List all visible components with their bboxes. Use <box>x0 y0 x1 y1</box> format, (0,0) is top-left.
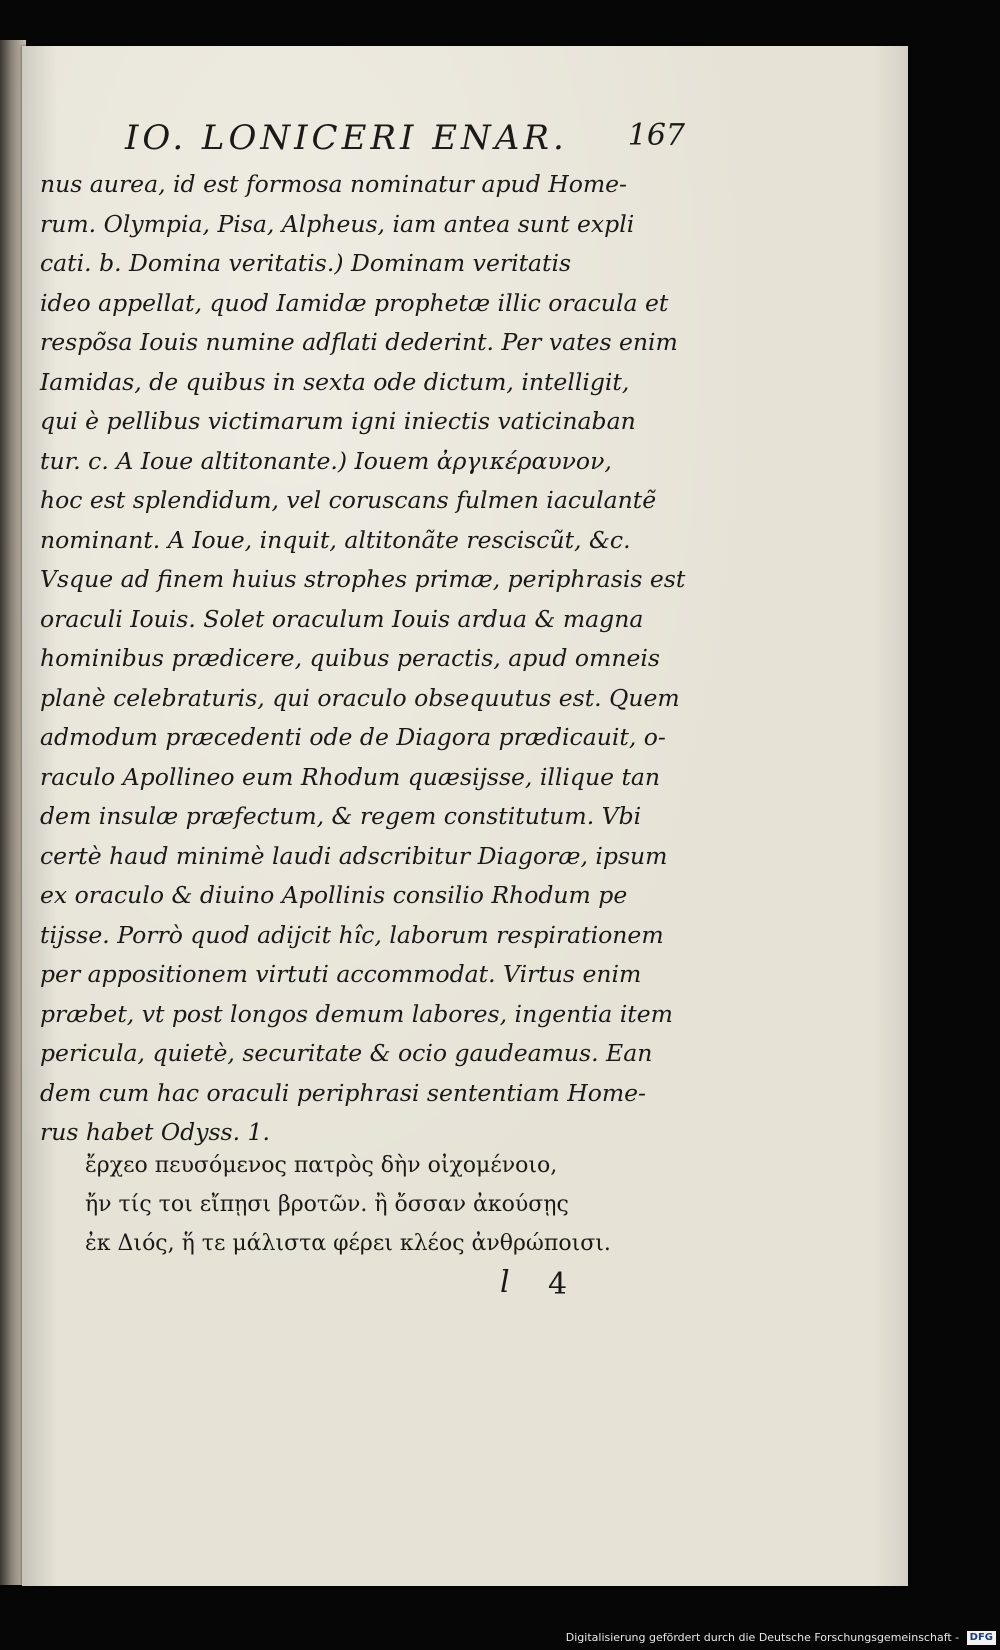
text-line: rum. Olympia, Pisa, Alpheus, iam antea sunt expli <box>40 209 635 238</box>
text-line: Vsque ad finem huius strophes primæ, periphrasis est <box>40 565 686 593</box>
running-head-title: IO. LONICERI ENAR. <box>125 118 568 158</box>
text-line: respõsa Iouis numine adflati dederint. Per vates enim <box>40 328 678 356</box>
text-line: hoc est splendidum, vel coruscans fulmen iaculantẽ <box>40 486 657 514</box>
text-line: Iamidas, de quibus in sexta ode dictum, intelligit, <box>40 367 630 396</box>
running-head <box>125 118 685 162</box>
text-line: ex oraculo & diuino Apollinis consilio Rhodum pe <box>40 881 628 909</box>
text-line: præbet, vt post longos demum labores, ingentia item <box>40 999 673 1028</box>
greek-line: ἐκ Διός, ἥ τε μάλιστα φέρει κλέος ἀνθρώποισι. <box>85 1231 611 1256</box>
signature-letter: l <box>500 1265 510 1300</box>
text-line: qui è pellibus victimarum igni iniectis vaticinaban <box>40 407 636 435</box>
text-line: cati. b. Domina veritatis.) Dominam veritatis <box>40 249 572 277</box>
greek-line: ἔρχεο πευσόμενος πατρὸς δὴν οἰχομένοιο, <box>85 1153 558 1178</box>
signature-number: 4 <box>548 1267 568 1302</box>
text-line: dem cum hac oraculi periphrasi sententiam Home- <box>40 1078 646 1107</box>
text-line: planè celebraturis, qui oraculo obsequutus est. Quem <box>40 683 680 712</box>
credit-text: Digitalisierung gefördert durch die Deutsche Forschungsgemeinschaft - <box>565 1631 960 1644</box>
body-text <box>40 165 700 1153</box>
text-line: nus aurea, id est formosa nominatur apud Home- <box>40 170 627 198</box>
text-line: tur. c. A Ioue altitonante.) Iouem ἀργικέραυνον, <box>40 446 612 475</box>
page-number: 167 <box>627 118 685 153</box>
text-line: dem insulæ præfectum, & regem constitutum. Vbi <box>40 802 642 830</box>
signature-mark <box>500 1265 610 1305</box>
greek-line: ἤν τίς τοι εἴπῃσι βροτῶν. ἢ ὄσσαν ἀκούσῃς <box>85 1192 569 1217</box>
text-line: raculo Apollineo eum Rhodum quæsijsse, illique tan <box>40 762 661 791</box>
text-line: nominant. A Ioue, inquit, altitonãte resciscũt, &c. <box>40 525 631 554</box>
text-line: rus habet Odyss. 1. <box>40 1118 270 1146</box>
text-line: pericula, quietè, securitate & ocio gaudeamus. Ean <box>40 1039 653 1067</box>
text-line: per appositionem virtuti accommodat. Virtus enim <box>40 960 642 988</box>
dfg-logo: DFG <box>967 1631 996 1645</box>
digitization-credit <box>566 1628 996 1648</box>
text-line: certè haud minimè laudi adscribitur Diagoræ, ipsum <box>40 841 668 870</box>
text-line: oraculi Iouis. Solet oraculum Iouis ardua & magna <box>40 604 644 633</box>
text-line: tijsse. Porrò quod adijcit hîc, laborum respirationem <box>40 920 664 949</box>
text-line: ideo appellat, quod Iamidæ prophetæ illic oracula et <box>40 288 669 317</box>
text-line: hominibus prædicere, quibus peractis, apud omneis <box>40 644 660 672</box>
text-line: admodum præcedenti ode de Diagora prædicauit, o- <box>40 723 666 751</box>
greek-quotation <box>85 1146 685 1263</box>
